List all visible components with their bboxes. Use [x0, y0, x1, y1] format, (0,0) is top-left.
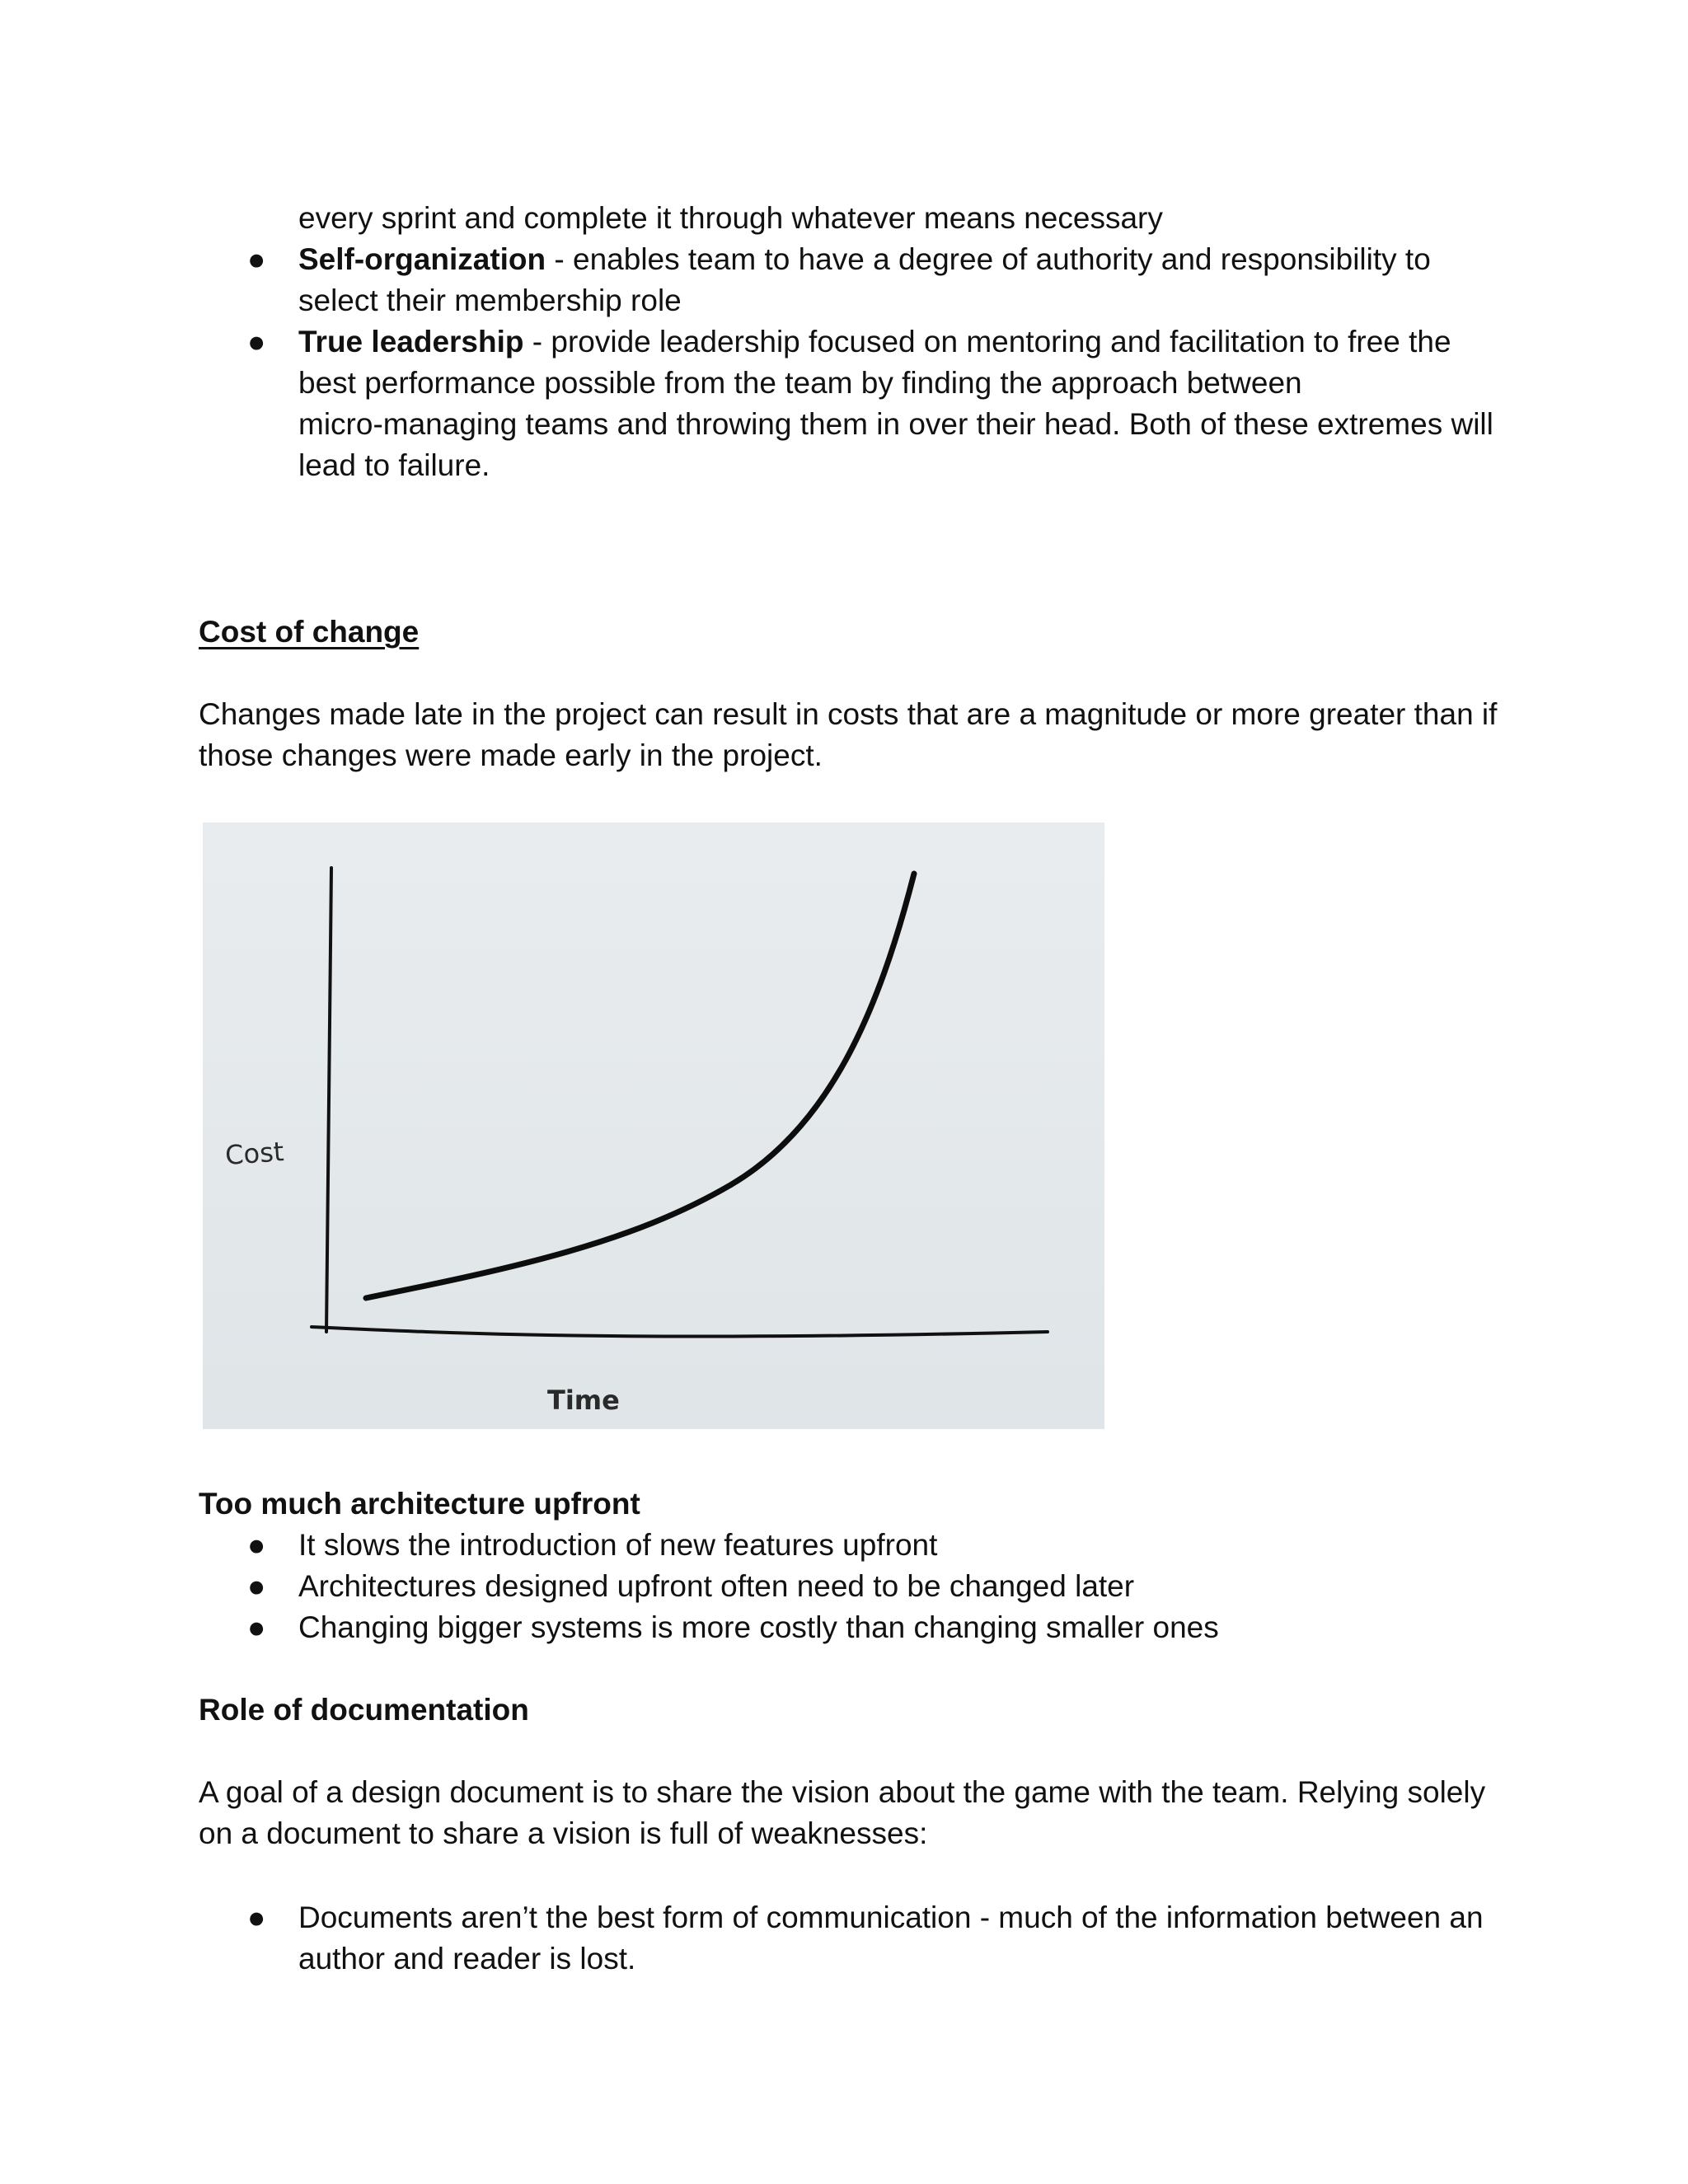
heading-role-of-documentation: Role of documentation: [199, 1693, 529, 1727]
term-true-leadership: True leadership: [298, 325, 524, 359]
line: select their membership role: [298, 284, 682, 317]
line: micro-managing teams and throwing them in over their head. Both of these extremes will: [298, 407, 1493, 441]
heading-cost-of-change: Cost of change: [199, 615, 420, 649]
bullet-icon: ●: [247, 1610, 266, 1644]
line: best performance possible from the team by finding the approach between: [298, 366, 1302, 400]
line: - provide leadership focused on mentoring and facilitation to free the: [523, 325, 1451, 359]
bullet-icon: ●: [247, 242, 266, 276]
list-item-text: [298, 321, 1535, 363]
bullet-icon: ●: [247, 1900, 266, 1934]
bullet-icon: ●: [247, 325, 266, 359]
cost-of-change-figure: [203, 823, 1104, 1429]
paragraph-line: A goal of a design document is to share the vision about the game with the team. Relying solely: [199, 1775, 1486, 1809]
paragraph-line: Changes made late in the project can result in costs that are a magnitude or more greater than if: [199, 697, 1498, 731]
y-axis-label: Cost: [223, 1136, 285, 1171]
list-item-text: Architectures designed upfront often need to be changed later: [298, 1569, 1135, 1603]
list-item-text: It slows the introduction of new features upfront: [298, 1528, 938, 1562]
list-item-text: every sprint and complete it through whatever means necessary: [298, 201, 1163, 235]
x-axis: [312, 1327, 1048, 1337]
paragraph-line: those changes were made early in the project.: [199, 738, 823, 772]
list-item-text: Documents aren’t the best form of communication - much of the information between an: [298, 1900, 1484, 1934]
cost-curve-sketch: [203, 823, 1104, 1429]
y-axis: [326, 868, 331, 1332]
line: lead to failure.: [298, 448, 490, 482]
list-item-text: [298, 239, 1535, 281]
line: - enables team to have a degree of authority and responsibility to: [546, 242, 1431, 276]
bullet-icon: ●: [247, 1569, 266, 1603]
list-item-text: Changing bigger systems is more costly than changing smaller ones: [298, 1610, 1219, 1644]
line: author and reader is lost.: [298, 1942, 636, 1975]
heading-too-much-architecture: Too much architecture upfront: [199, 1487, 640, 1521]
paragraph-line: on a document to share a vision is full of weaknesses:: [199, 1816, 928, 1850]
cost-curve: [366, 874, 914, 1298]
x-axis-label: Time: [547, 1385, 620, 1416]
term-self-organization: Self-organization: [298, 242, 546, 276]
bullet-icon: ●: [247, 1528, 266, 1562]
